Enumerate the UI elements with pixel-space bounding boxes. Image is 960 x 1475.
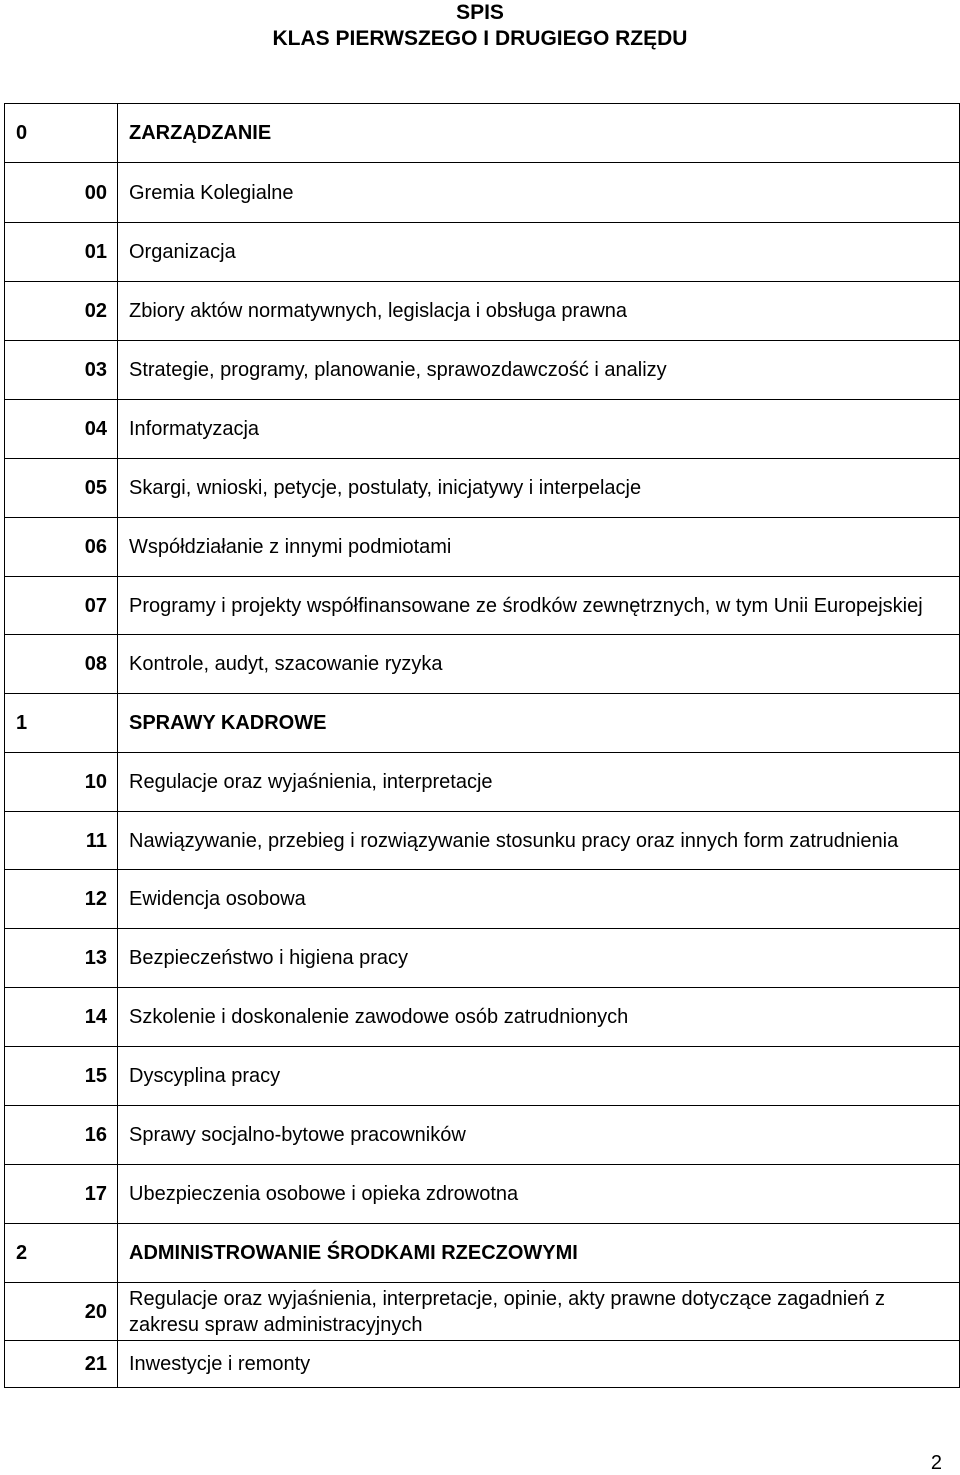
table-row [5, 1165, 960, 1224]
class-label: ADMINISTROWANIE ŚRODKAMI RZECZOWYMI [118, 1224, 960, 1283]
table-row [5, 223, 960, 282]
class-label: Inwestycje i remonty [118, 1341, 960, 1388]
class-code: 06 [5, 518, 118, 577]
class-label: Strategie, programy, planowanie, sprawozdawczość i analizy [118, 341, 960, 400]
class-code: 00 [5, 163, 118, 223]
class-label: Nawiązywanie, przebieg i rozwiązywanie stosunku pracy oraz innych form zatrudnienia [118, 812, 960, 870]
class-code: 1 [5, 694, 118, 753]
class-code: 05 [5, 459, 118, 518]
class-label: Programy i projekty współfinansowane ze środków zewnętrznych, w tym Unii Europejskiej [118, 577, 960, 635]
class-label: Regulacje oraz wyjaśnienia, interpretacje, opinie, akty prawne dotyczące zagadnień z zakresu spraw administracyjnych [118, 1283, 960, 1341]
table-row-main [5, 694, 960, 753]
table-row [5, 870, 960, 929]
table-row [5, 635, 960, 694]
table-row [5, 282, 960, 341]
document-subtitle: KLAS PIERWSZEGO I DRUGIEGO RZĘDU [272, 27, 688, 50]
class-label: Szkolenie i doskonalenie zawodowe osób zatrudnionych [118, 988, 960, 1047]
class-label: Dyscyplina pracy [118, 1047, 960, 1106]
class-label: Sprawy socjalno-bytowe pracowników [118, 1106, 960, 1165]
table-row [5, 459, 960, 518]
table-row [5, 929, 960, 988]
class-code: 17 [5, 1165, 118, 1224]
page-number: 2 [930, 1452, 942, 1474]
class-code: 16 [5, 1106, 118, 1165]
class-label: Regulacje oraz wyjaśnienia, interpretacje [118, 753, 960, 812]
class-code: 03 [5, 341, 118, 400]
class-code: 11 [5, 812, 118, 870]
class-code: 13 [5, 929, 118, 988]
table-row-main [5, 1224, 960, 1283]
class-code: 12 [5, 870, 118, 929]
class-code: 10 [5, 753, 118, 812]
class-label: Gremia Kolegialne [118, 163, 960, 223]
class-code: 15 [5, 1047, 118, 1106]
table-row [5, 518, 960, 577]
class-code: 2 [5, 1224, 118, 1283]
table-row [5, 1047, 960, 1106]
class-label: Ubezpieczenia osobowe i opieka zdrowotna [118, 1165, 960, 1224]
class-label: Bezpieczeństwo i higiena pracy [118, 929, 960, 988]
class-label: ZARZĄDZANIE [118, 104, 960, 163]
table-row [5, 1283, 960, 1341]
table-row [5, 163, 960, 223]
class-code: 08 [5, 635, 118, 694]
table-row [5, 341, 960, 400]
class-code: 14 [5, 988, 118, 1047]
table-row [5, 812, 960, 870]
class-code: 02 [5, 282, 118, 341]
table-row [5, 1341, 960, 1388]
class-code: 0 [5, 104, 118, 163]
class-label: Skargi, wnioski, petycje, postulaty, inicjatywy i interpelacje [118, 459, 960, 518]
class-label: Zbiory aktów normatywnych, legislacja i obsługa prawna [118, 282, 960, 341]
class-code: 04 [5, 400, 118, 459]
class-label: SPRAWY KADROWE [118, 694, 960, 753]
class-code: 21 [5, 1341, 118, 1388]
class-code: 20 [5, 1283, 118, 1341]
class-label: Współdziałanie z innymi podmiotami [118, 518, 960, 577]
table-row [5, 753, 960, 812]
class-label: Organizacja [118, 223, 960, 282]
table-row [5, 577, 960, 635]
class-code: 01 [5, 223, 118, 282]
class-label: Kontrole, audyt, szacowanie ryzyka [118, 635, 960, 694]
class-label: Ewidencja osobowa [118, 870, 960, 929]
table-row-main [5, 104, 960, 163]
class-label: Informatyzacja [118, 400, 960, 459]
table-row [5, 400, 960, 459]
class-code: 07 [5, 577, 118, 635]
table-row [5, 1106, 960, 1165]
document-title: SPIS [456, 1, 504, 24]
table-row [5, 988, 960, 1047]
classification-table [4, 103, 960, 1388]
